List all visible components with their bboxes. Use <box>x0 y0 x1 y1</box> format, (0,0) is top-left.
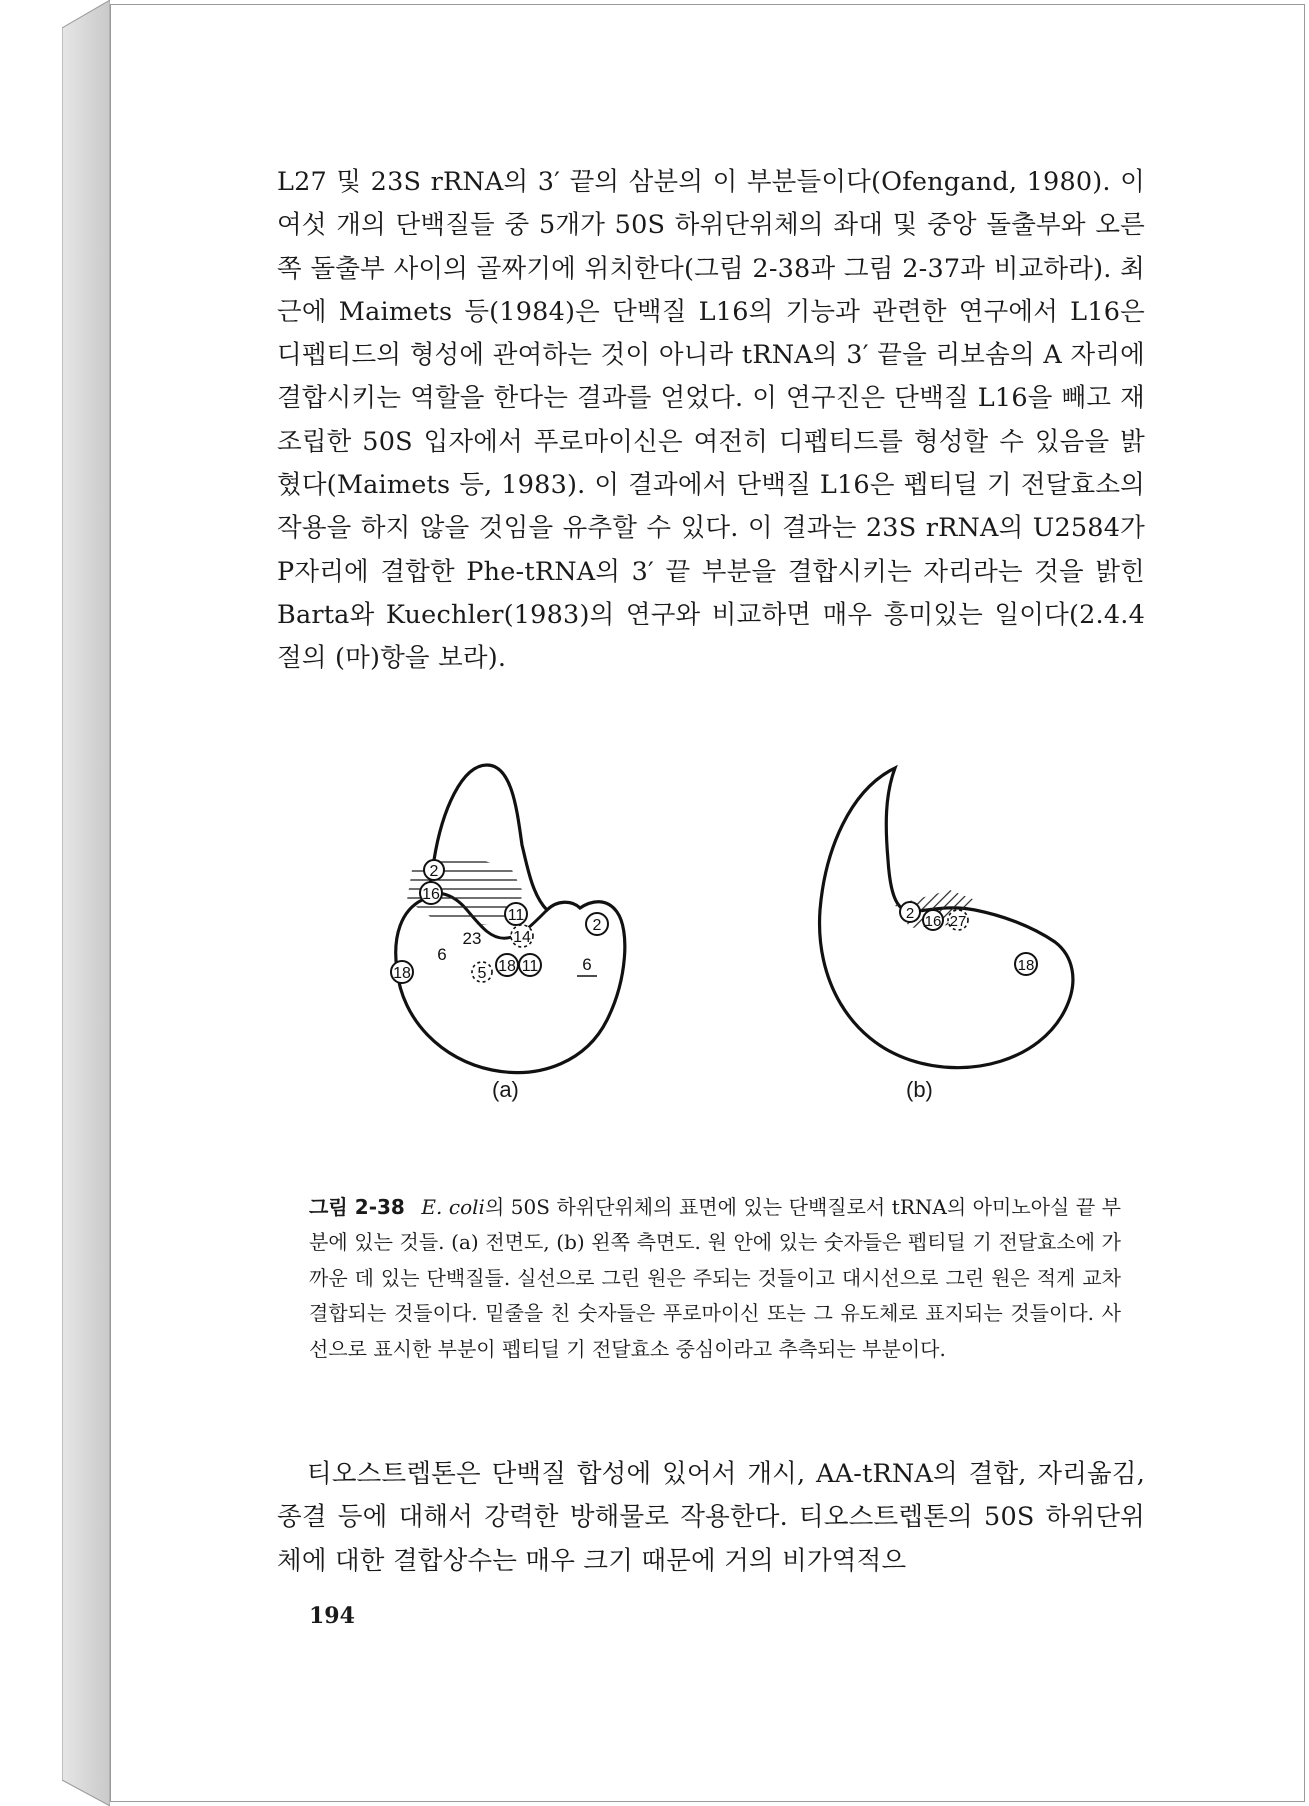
figure-number: 그림 2-38 <box>309 1195 405 1219</box>
protein-circle-2-b: 2 <box>905 905 915 922</box>
protein-circle-18-left: 18 <box>393 965 411 982</box>
figure-panel-a <box>372 720 672 1120</box>
protein-circle-11-bottom: 11 <box>521 958 539 975</box>
protein-circle-16-b: 16 <box>924 913 942 930</box>
protein-number-23: 23 <box>462 929 482 948</box>
protein-circle-2-top: 2 <box>429 863 439 880</box>
protein-dashed-27-b: 27 <box>949 913 967 930</box>
protein-labels-b <box>900 902 1037 975</box>
figure-caption <box>309 1190 1121 1367</box>
figure-caption-species: E. coli <box>421 1195 485 1219</box>
figure-caption-text: 의 50S 하위단위체의 표면에 있는 단백질로서 tRNA의 아미노아실 끝 부분에 있는 것들. (a) 전면도, (b) 왼쪽 측면도. 원 안에 있는 숫자들은 펩티딜 기 전달효소에 가까운 데 있는 단백질들. 실선으로 그린 원은 주되는 것들이고 대시선으로 그린 원은 적게 교차 결합되는 것들이다. 밑줄을 친 숫자들은 푸로마이신 또는 그 유도체로 표지되는 것들이다. 사선으로 표시한 부분이 펩티딜 기 전달효소 중심이라고 추측되는 부분이다. <box>309 1195 1122 1361</box>
book-spine <box>62 0 110 1806</box>
protein-dashed-14: 14 <box>513 929 531 946</box>
protein-circle-18-center: 18 <box>498 958 516 975</box>
figure-panel-b <box>800 720 1100 1120</box>
protein-circle-16: 16 <box>422 886 440 903</box>
figure-label-b: (b) <box>906 1077 933 1102</box>
page-number: 194 <box>309 1603 355 1629</box>
protein-circle-2-right: 2 <box>592 917 602 934</box>
body-paragraph-1: L27 및 23S rRNA의 3′ 끝의 삼분의 이 부분들이다(Ofengand, 1980). 이 여섯 개의 단백질들 중 5개가 50S 하위단위체의 좌대 및 중앙 돌출부와 오른쪽 돌출부 사이의 골짜기에 위치한다(그림 2-38과 그림 2-37과 비교하라). 최근에 Maimets 등(1984)은 단백질 L16의 기능과 관련한 연구에서 L16은 디펩티드의 형성에 관여하는 것이 아니라 tRNA의 3′ 끝을 리보솜의 A 자리에 결합시키는 역할을 한다는 결과를 얻었다. 이 연구진은 단백질 L16을 빼고 재조립한 50S 입자에서 푸로마이신은 여전히 디펩티드를 형성할 수 있음을 밝혔다(Maimets 등, 1983). 이 결과에서 단백질 L16은 펩티딜 기 전달효소의 작용을 하지 않을 것임을 유추할 수 있다. 이 결과는 23S rRNA의 U2584가 P자리에 결합한 Phe-tRNA의 3′ 끝 부분을 결합시키는 자리라는 것을 밝힌 Barta와 Kuechler(1983)의 연구와 비교하면 매우 흥미있는 일이다(2.4.4 절의 (마)항을 보라). <box>277 167 1145 674</box>
protein-number-6-left: 6 <box>437 945 447 964</box>
protein-number-6-underlined: 6 <box>582 955 592 974</box>
protein-circle-11-top: 11 <box>507 907 525 924</box>
protein-circle-18-b: 18 <box>1017 957 1035 974</box>
body-paragraph-2: 티오스트렙톤은 단백질 합성에 있어서 개시, AA-tRNA의 결합, 자리옮김, 종결 등에 대해서 강력한 방해물로 작용한다. 티오스트렙톤의 50S 하위단위체에 대한 결합상수는 매우 크기 때문에 거의 비가역적으 <box>277 1459 1145 1576</box>
protein-dashed-5: 5 <box>477 965 487 982</box>
figure-label-a: (a) <box>492 1077 519 1102</box>
